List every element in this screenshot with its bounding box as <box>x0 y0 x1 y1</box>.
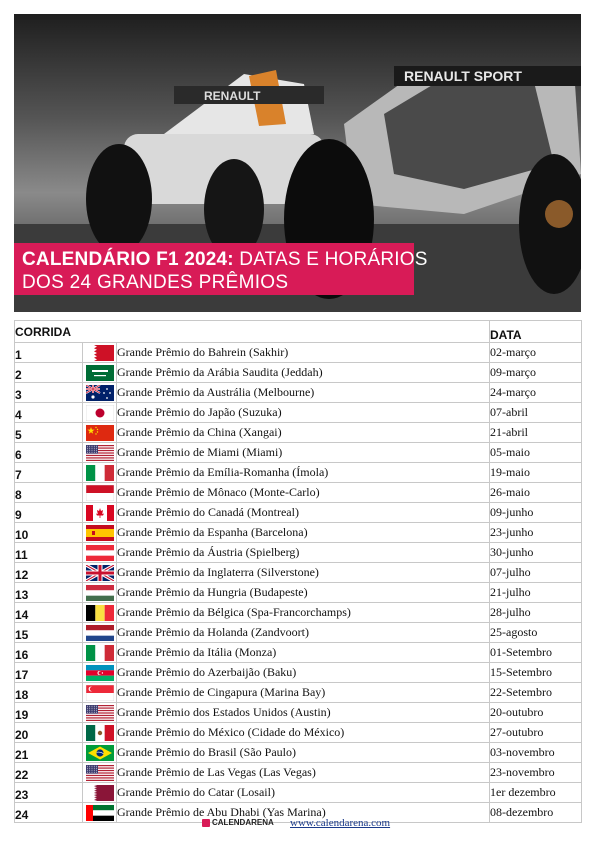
race-date: 26-maio <box>490 483 582 503</box>
race-number: 3 <box>15 383 83 403</box>
race-date: 09-junho <box>490 503 582 523</box>
race-name: Grande Prêmio da Hungria (Budapeste) <box>117 583 490 603</box>
race-date: 15-Setembro <box>490 663 582 683</box>
table-row <box>15 663 582 683</box>
race-date: 07-abril <box>490 403 582 423</box>
table-row <box>15 623 582 643</box>
netherlands-flag-icon <box>83 623 117 643</box>
usa-flag-icon <box>83 443 117 463</box>
table-row <box>15 503 582 523</box>
header-race: CORRIDA <box>15 321 490 343</box>
race-date: 30-junho <box>490 543 582 563</box>
race-name: Grande Prêmio da Emília-Romanha (Ímola) <box>117 463 490 483</box>
table-row <box>15 743 582 763</box>
table-row <box>15 603 582 623</box>
race-name: Grande Prêmio de Miami (Miami) <box>117 443 490 463</box>
race-number: 9 <box>15 503 83 523</box>
italy-flag-icon <box>83 463 117 483</box>
race-number: 13 <box>15 583 83 603</box>
race-calendar-table <box>14 320 582 823</box>
race-number: 6 <box>15 443 83 463</box>
china-flag-icon <box>83 423 117 443</box>
table-row <box>15 463 582 483</box>
monaco-flag-icon <box>83 483 117 503</box>
saudi-flag-icon <box>83 363 117 383</box>
race-number: 2 <box>15 363 83 383</box>
table-row <box>15 443 582 463</box>
race-number: 24 <box>15 803 83 823</box>
spain-flag-icon <box>83 523 117 543</box>
race-number: 14 <box>15 603 83 623</box>
car-text-back: RENAULT <box>204 89 261 103</box>
table-row <box>15 583 582 603</box>
race-number: 10 <box>15 523 83 543</box>
race-date: 23-novembro <box>490 763 582 783</box>
bahrain-flag-icon <box>83 343 117 363</box>
table-row <box>15 703 582 723</box>
race-name: Grande Prêmio da Inglaterra (Silverstone) <box>117 563 490 583</box>
logo-text: CALENDARENA <box>212 818 274 827</box>
header-date: DATA <box>490 321 582 343</box>
hungary-flag-icon <box>83 583 117 603</box>
table-row <box>15 643 582 663</box>
table-row <box>15 723 582 743</box>
race-number: 5 <box>15 423 83 443</box>
race-name: Grande Prêmio do Canadá (Montreal) <box>117 503 490 523</box>
race-number: 7 <box>15 463 83 483</box>
race-number: 22 <box>15 763 83 783</box>
race-date: 07-julho <box>490 563 582 583</box>
race-date: 27-outubro <box>490 723 582 743</box>
italy-flag-icon <box>83 643 117 663</box>
race-date: 08-dezembro <box>490 803 582 823</box>
race-date: 01-Setembro <box>490 643 582 663</box>
race-date: 23-junho <box>490 523 582 543</box>
race-name: Grande Prêmio da Espanha (Barcelona) <box>117 523 490 543</box>
table-header-row <box>15 321 582 343</box>
table-row <box>15 343 582 363</box>
calendar-icon <box>202 819 210 827</box>
race-name: Grande Prêmio da Austrália (Melbourne) <box>117 383 490 403</box>
race-name: Grande Prêmio do México (Cidade do México) <box>117 723 490 743</box>
title-banner <box>14 243 428 295</box>
race-date: 05-maio <box>490 443 582 463</box>
table-row <box>15 483 582 503</box>
race-date: 09-março <box>490 363 582 383</box>
table-row <box>15 383 582 403</box>
race-date: 03-novembro <box>490 743 582 763</box>
race-number: 11 <box>15 543 83 563</box>
race-number: 19 <box>15 703 83 723</box>
uk-flag-icon <box>83 563 117 583</box>
race-number: 1 <box>15 343 83 363</box>
mexico-flag-icon <box>83 723 117 743</box>
table-row <box>15 543 582 563</box>
race-date: 20-outubro <box>490 703 582 723</box>
race-date: 25-agosto <box>490 623 582 643</box>
race-name: Grande Prêmio da Itália (Monza) <box>117 643 490 663</box>
australia-flag-icon <box>83 383 117 403</box>
table-row <box>15 363 582 383</box>
race-name: Grande Prêmio de Abu Dhabi (Yas Marina) <box>117 803 490 823</box>
race-number: 17 <box>15 663 83 683</box>
table-row <box>15 763 582 783</box>
austria-flag-icon <box>83 543 117 563</box>
canada-flag-icon <box>83 503 117 523</box>
race-name: Grande Prêmio da China (Xangai) <box>117 423 490 443</box>
race-date: 28-julho <box>490 603 582 623</box>
race-name: Grande Prêmio de Mônaco (Monte-Carlo) <box>117 483 490 503</box>
azerbaijan-flag-icon <box>83 663 117 683</box>
belgium-flag-icon <box>83 603 117 623</box>
table-row <box>15 523 582 543</box>
table-row <box>15 403 582 423</box>
race-name: Grande Prêmio dos Estados Unidos (Austin) <box>117 703 490 723</box>
race-name: Grande Prêmio de Cingapura (Marina Bay) <box>117 683 490 703</box>
table-row <box>15 423 582 443</box>
race-number: 21 <box>15 743 83 763</box>
usa-flag-icon <box>83 763 117 783</box>
page-subtitle: DOS 24 GRANDES PRÊMIOS <box>22 272 289 293</box>
footer <box>0 817 595 831</box>
brazil-flag-icon <box>83 743 117 763</box>
calendarena-logo <box>202 818 274 827</box>
race-date: 22-Setembro <box>490 683 582 703</box>
race-name: Grande Prêmio da Bélgica (Spa-Francorchamps) <box>117 603 490 623</box>
page-title: CALENDÁRIO F1 2024: DATAS E HORÁRIOS <box>22 249 428 270</box>
race-date: 21-abril <box>490 423 582 443</box>
qatar-flag-icon <box>83 783 117 803</box>
race-number: 23 <box>15 783 83 803</box>
race-number: 12 <box>15 563 83 583</box>
hero-image <box>14 14 581 312</box>
race-number: 4 <box>15 403 83 423</box>
race-name: Grande Prêmio do Brasil (São Paulo) <box>117 743 490 763</box>
race-date: 24-março <box>490 383 582 403</box>
race-number: 15 <box>15 623 83 643</box>
race-date: 02-março <box>490 343 582 363</box>
race-date: 21-julho <box>490 583 582 603</box>
usa-flag-icon <box>83 703 117 723</box>
race-number: 16 <box>15 643 83 663</box>
race-name: Grande Prêmio do Catar (Losail) <box>117 783 490 803</box>
race-name: Grande Prêmio de Las Vegas (Las Vegas) <box>117 763 490 783</box>
race-number: 8 <box>15 483 83 503</box>
singapore-flag-icon <box>83 683 117 703</box>
website-link[interactable]: www.calendarena.com <box>290 817 391 829</box>
race-name: Grande Prêmio da Arábia Saudita (Jeddah) <box>117 363 490 383</box>
race-name: Grande Prêmio da Áustria (Spielberg) <box>117 543 490 563</box>
race-number: 18 <box>15 683 83 703</box>
race-name: Grande Prêmio do Japão (Suzuka) <box>117 403 490 423</box>
race-name: Grande Prêmio do Azerbaijão (Baku) <box>117 663 490 683</box>
race-date: 1er dezembro <box>490 783 582 803</box>
race-name: Grande Prêmio do Bahrein (Sakhir) <box>117 343 490 363</box>
japan-flag-icon <box>83 403 117 423</box>
table-row <box>15 783 582 803</box>
race-date: 19-maio <box>490 463 582 483</box>
table-row <box>15 683 582 703</box>
race-name: Grande Prêmio da Holanda (Zandvoort) <box>117 623 490 643</box>
car-text-front: RENAULT SPORT <box>404 68 522 84</box>
race-number: 20 <box>15 723 83 743</box>
table-row <box>15 563 582 583</box>
